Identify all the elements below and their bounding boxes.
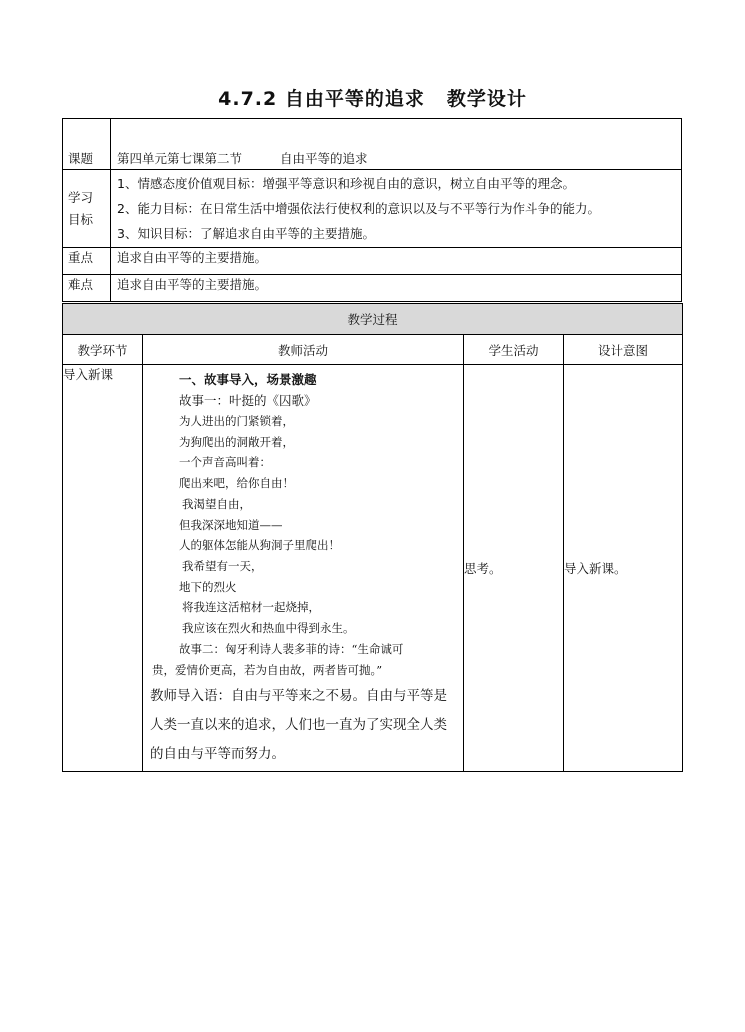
student-activity-cell: 思考。 <box>464 365 564 772</box>
process-header-row <box>63 304 683 335</box>
poem-line: 为人进出的门紧锁着， <box>179 414 294 428</box>
lesson-info-table <box>62 118 682 302</box>
column-header-row <box>63 335 683 365</box>
key-point-row <box>63 248 682 275</box>
difficulty-text: 追求自由平等的主要措施。 <box>111 275 682 302</box>
poem-line: 我渴望自由， <box>182 496 251 511</box>
poem <box>179 411 457 639</box>
title-main: 4.7.2 自由平等的追求 <box>218 88 425 110</box>
story-one-title: 故事一：叶挺的《囚歌》 <box>179 393 317 408</box>
poem-line: 将我连这活棺材一起烧掉， <box>182 600 320 615</box>
process-header: 教学过程 <box>63 304 683 335</box>
goal-item: 3、知识目标：了解追求自由平等的主要措施。 <box>117 226 375 241</box>
poem-line: 为狗爬出的洞敞开着， <box>179 434 294 449</box>
teacher-activity-cell <box>143 365 464 772</box>
topic-row <box>63 119 682 170</box>
goals-label-line-2: 目标 <box>68 211 94 227</box>
story-two-line-2: 贵，爱情价更高，若为自由故，两者皆可抛。” <box>152 662 383 677</box>
goals-content <box>111 170 682 248</box>
poem-line: 我应该在烈火和热血中得到永生。 <box>182 621 355 636</box>
goals-row <box>63 170 682 248</box>
process-row-intro <box>63 365 683 772</box>
document-title <box>0 84 745 111</box>
poem-line: 我希望有一天， <box>182 558 263 573</box>
title-suffix: 教学设计 <box>446 88 527 110</box>
poem-line: 一个声音高叫着： <box>179 455 271 470</box>
topic-unit: 第四单元第七课第二节 <box>117 151 243 166</box>
difficulty-label: 难点 <box>63 275 111 302</box>
poem-line: 但我深深地知道—— <box>179 517 283 532</box>
topic-label: 课题 <box>63 119 111 170</box>
column-header-teacher: 教师活动 <box>143 335 464 365</box>
difficulty-row <box>63 275 682 302</box>
column-header-stage: 教学环节 <box>63 335 143 365</box>
column-header-intent: 设计意图 <box>564 335 683 365</box>
stage-cell: 导入新课 <box>63 365 143 772</box>
poem-line: 地下的烈火 <box>179 579 237 594</box>
key-point-label: 重点 <box>63 248 111 275</box>
goal-item: 2、能力目标：在日常生活中增强依法行使权利的意识以及与不平等行为作斗争的能力。 <box>117 201 600 216</box>
poem-line: 人的躯体怎能从狗洞子里爬出！ <box>179 538 340 553</box>
column-header-student: 学生活动 <box>464 335 564 365</box>
teaching-process-table <box>62 303 683 772</box>
poem-line: 爬出来吧，给你自由！ <box>179 476 294 491</box>
story-two <box>152 639 457 681</box>
section-heading: 一、故事导入，场景激趣 <box>179 372 317 387</box>
goals-label <box>63 170 111 248</box>
teacher-intro-text: 教师导入语：自由与平等来之不易。自由与平等是人类一直以来的追求，人们也一直为了实现全人类的自由与平等而努力。 <box>150 687 447 762</box>
design-intent-cell: 导入新课。 <box>564 365 683 772</box>
key-point-text: 追求自由平等的主要措施。 <box>111 248 682 275</box>
topic-name: 自由平等的追求 <box>280 151 368 166</box>
goals-label-line-1: 学习 <box>68 189 94 205</box>
goal-item: 1、情感态度价值观目标：增强平等意识和珍视自由的意识，树立自由平等的理念。 <box>117 176 575 191</box>
story-two-line-1: 故事二：匈牙利诗人裴多菲的诗：“生命诚可 <box>179 641 404 656</box>
topic-content <box>111 119 682 170</box>
